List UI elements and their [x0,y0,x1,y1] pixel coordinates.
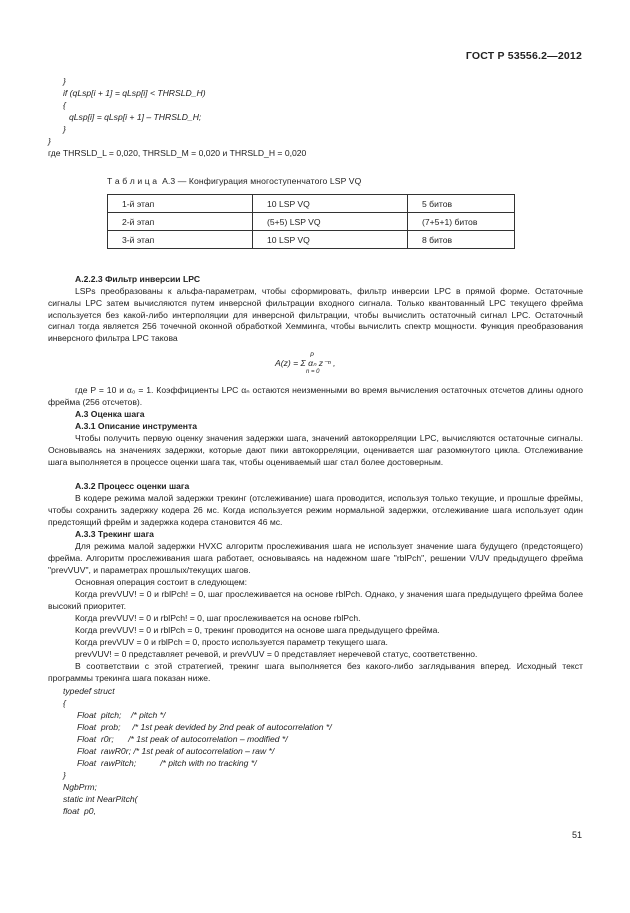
table-cell: 10 LSP VQ [253,231,408,249]
code-line: } [63,124,66,134]
formula-expression: A(z) = Σ αₙ z⁻ⁿ , [275,358,336,368]
table-cell: 8 битов [408,231,515,249]
paragraph: Чтобы получить первую оценку значения задержки шага, значений автокорреляции LPC, вычисляются остаточные сигналы. Основываясь на значениях задержки, которые дают пики автокорреляции, оценивается шаг разомкнутого цикла. Отслеживание шага выполняется в процессе оценки шага так, чтобы оцениваемый шаг стал более достоверным. [48,433,583,467]
table-row [108,213,515,231]
standard-header: ГОСТ Р 53556.2—2012 [465,50,582,62]
table-cell: 10 LSP VQ [253,195,408,213]
paragraph: Когда prevVUV! = 0 и rblPch = 0, трекинг проводится на основе шага предыдущего фрейма. [75,625,440,635]
code-line: } [63,76,66,86]
lsp-vq-table [107,194,515,249]
paragraph: В кодере режима малой задержки трекинг (отслеживание) шага проводится, используя только текущие, и прошлые фреймы, чтобы сохранить задержку кодера 26 мс. Когда используется режим нормальной задержки, отслеживание шага использует один предстоящий фрейм и задержка кодера становится 46 мс. [48,493,583,527]
thresholds-line: где THRSLD_L = 0,020, THRSLD_M = 0,020 и THRSLD_H = 0,020 [48,148,307,158]
code-line: NgbPrm; [63,782,97,792]
section-heading: A.2.2.3 Фильтр инверсии LPC [75,274,201,284]
table-cell: 2-й этап [108,213,253,231]
paragraph: Когда prevVUV = 0 и rblPch = 0, просто используется параметр текущего шага. [75,637,388,647]
code-line: if (qLsp[i + 1] = qLsp[i] < THRSLD_H) [63,88,206,98]
page-number: 51 [571,830,582,840]
paragraph: Когда prevVUV! = 0 и rblPch! = 0, шаг прослеживается на основе rblPch. Однако, у значения шага предыдущего фрейма более высокий приоритет. [48,589,583,611]
code-line: { [63,100,66,110]
paragraph: LSPs преобразованы к альфа-параметрам, чтобы сформировать, фильтр инверсии LPC в прямой форме. Остаточные сигналы LPC затем вычисляются путем инверсной фильтрации входного сигнала. Только квантованный LPC текущего фрейма используется без какой-либо интерполяции для инверсной фильтрации, чтобы вычислить остаточный сигнал LPC. Остаточный сигнал тогда является 256 точечной оконной обработкой Хемминга, чтобы вычислить спектр мощности. Функция преобразования инверсного фильтра LPC такова [48,286,583,344]
paragraph: prevVUV! = 0 представляет речевой, и prevVUV = 0 представляет неречевой статус, соответственно. [75,649,478,659]
table-caption: Т а б л и ц а А.3 — Конфигурация многоступенчатого LSP VQ [107,176,362,186]
formula-lower-limit: n = 0 [306,369,320,375]
code-line: float p0, [63,806,96,816]
code-line: } [63,770,66,780]
code-line: Float r0r; /* 1st peak of autocorrelation – modified */ [77,734,288,744]
paragraph: Для режима малой задержки HVXC алгоритм прослеживания шага не использует значение шага будущего (предстоящего) фрейма. Алгоритм прослеживания шага работает, основываясь на надежном шаге "rblPch", решении V/UV предыдущего фрейма "prevVUV", и параметрах прошлых/текущих шагов. [48,541,583,575]
paragraph: В соответствии с этой стратегией, трекинг шага выполняется без какого-либо заглядывания вперед. Исходный текст программы трекинга шага показан ниже. [48,661,583,683]
code-line: typedef struct [63,686,115,696]
section-heading: A.3.2 Процесс оценки шага [75,481,190,491]
code-line: Float pitch; /* pitch */ [77,710,166,720]
code-line: qLsp[i] = qLsp[i + 1] – THRSLD_H; [69,112,202,122]
code-line: Float rawPitch; /* pitch with no tracking */ [77,758,257,768]
code-line: { [63,698,66,708]
paragraph: где P = 10 и α₀ = 1. Коэффициенты LPC αₙ остаются неизменными во время вычисления остаточных отсчетов длины одного фрейма (256 отсчетов). [48,385,583,407]
table-row [108,195,515,213]
table-row [108,231,515,249]
formula-upper-limit: P [310,353,315,359]
paragraph: Когда prevVUV! = 0 и rblPch! = 0, шаг прослеживается на основе rblPch. [75,613,361,623]
code-line: Float prob; /* 1st peak devided by 2nd peak of autocorrelation */ [77,722,332,732]
code-line: static int NearPitch( [63,794,138,804]
section-heading: A.3.3 Трекинг шага [75,529,154,539]
formula [275,358,336,369]
table-cell: 3-й этап [108,231,253,249]
table-cell: (7+5+1) битов [408,213,515,231]
section-heading: A.3 Оценка шага [75,409,145,419]
paragraph: Основная операция состоит в следующем: [75,577,248,587]
table-cell: 1-й этап [108,195,253,213]
code-line: Float rawR0r; /* 1st peak of autocorrelation – raw */ [77,746,275,756]
table-cell: 5 битов [408,195,515,213]
table-cell: (5+5) LSP VQ [253,213,408,231]
code-line: } [48,136,51,146]
section-heading: A.3.1 Описание инструмента [75,421,197,431]
